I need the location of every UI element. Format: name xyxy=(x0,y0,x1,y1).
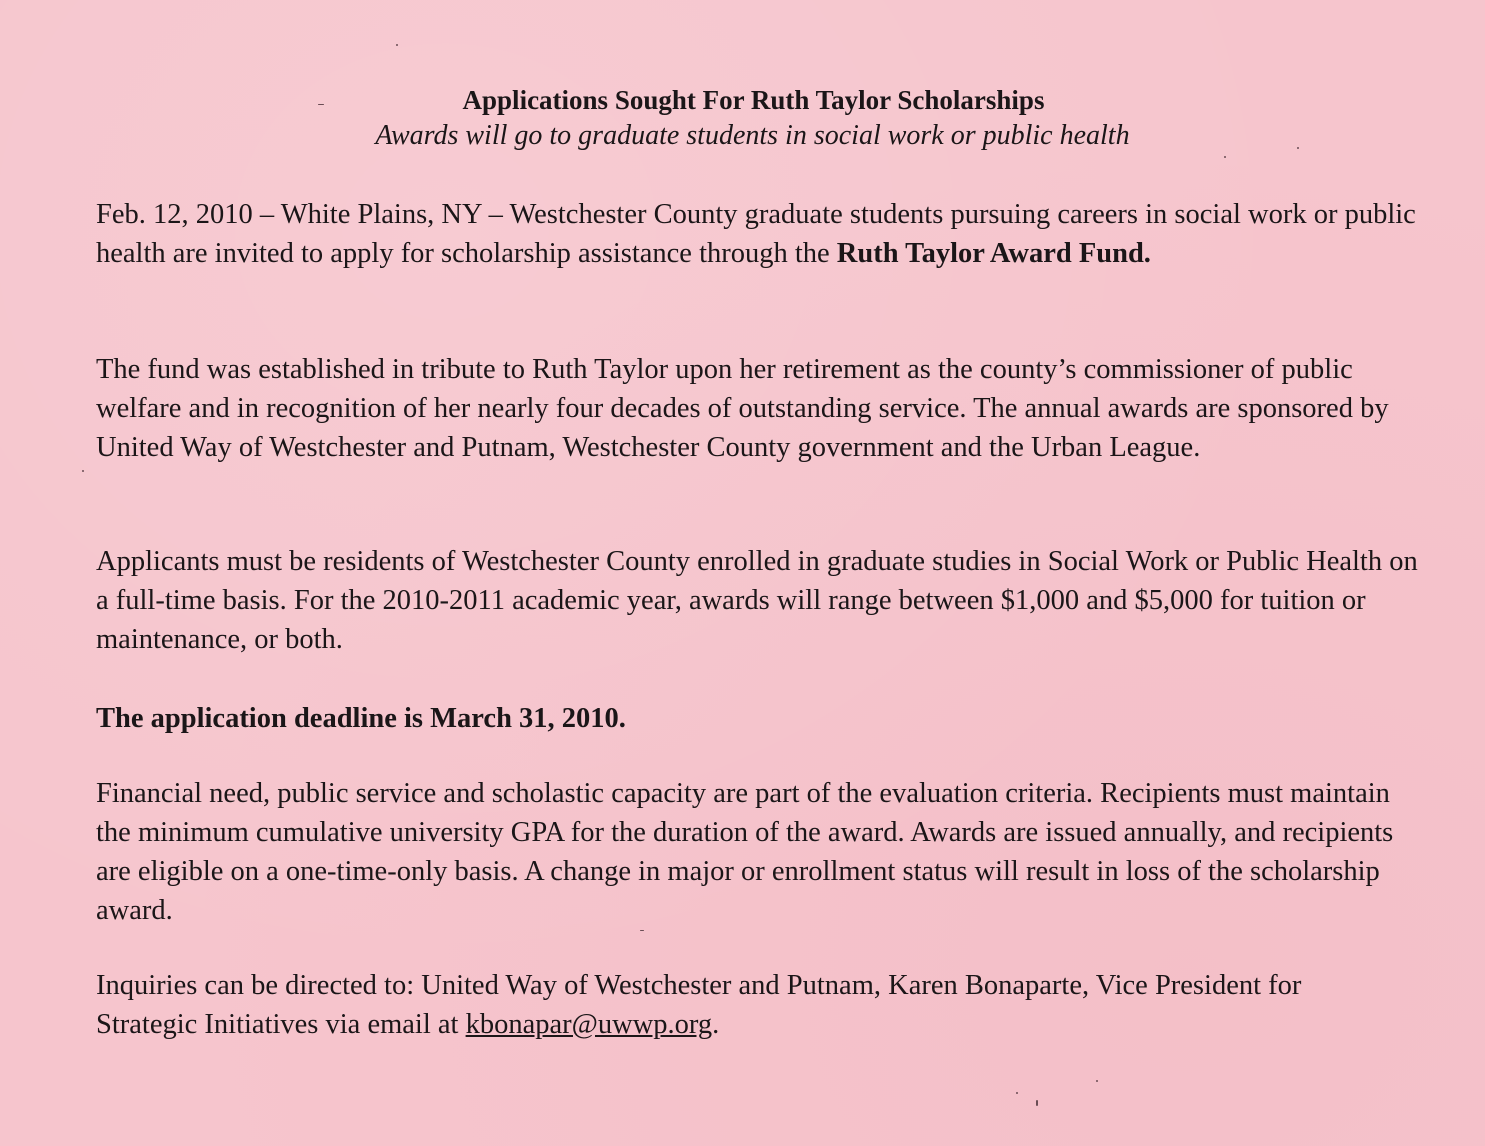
criteria-paragraph: Financial need, public service and scholastic capacity are part of the evaluation criteria. Recipients must maintain the minimum cumulative university GPA for the duration of the award. Awards are issued annually, and recipients are eligible on a one-time-only basis. A change in major or enrollment status will result in loss of the scholarship award. xyxy=(96,778,1394,926)
scan-speck xyxy=(82,470,84,472)
scan-speck xyxy=(396,44,398,46)
email-link[interactable]: kbonapar@uwwp.org xyxy=(465,1009,713,1040)
scan-speck xyxy=(1036,1100,1038,1106)
scan-speck xyxy=(1297,147,1299,149)
fund-history-paragraph: The fund was established in tribute to Ruth Taylor upon her retirement as the county’s commissioner of public welfare and in recognition of her nearly four decades of outstanding service. The annual awards are sponsored by United Way of Westchester and Putnam, Westchester County government and the Urban League. xyxy=(96,354,1389,463)
scan-speck xyxy=(1016,1092,1018,1094)
inquiries-end: . xyxy=(712,1009,720,1040)
eligibility-paragraph: Applicants must be residents of Westchester County enrolled in graduate studies in Social Work or Public Health on a full-time basis. For the 2010-2011 academic year, awards will range between $1,000 and $5,000 for tuition or maintenance, or both. xyxy=(96,546,1418,655)
fund-name: Ruth Taylor Award Fund. xyxy=(836,238,1151,269)
scan-speck xyxy=(318,104,324,105)
inquiries-paragraph xyxy=(96,966,1396,1044)
inquiries-text: Inquiries can be directed to: United Way of Westchester and Putnam, Karen Bonaparte, Vice President for Strategic Initiatives via email at xyxy=(96,970,1302,1040)
subheadline: Awards will go to graduate students in social work or public health xyxy=(375,120,1130,151)
scan-speck xyxy=(1096,1080,1098,1082)
intro-text: Feb. 12, 2010 – White Plains, NY – Westchester County graduate students pursuing careers in social work or public health are invited to apply for scholarship assistance through the xyxy=(96,199,1416,269)
scan-speck xyxy=(640,930,644,931)
intro-paragraph xyxy=(96,195,1426,273)
deadline-notice: The application deadline is March 31, 2010. xyxy=(96,703,626,734)
headline: Applications Sought For Ruth Taylor Scholarships xyxy=(462,85,1045,115)
scan-speck xyxy=(1224,156,1226,158)
